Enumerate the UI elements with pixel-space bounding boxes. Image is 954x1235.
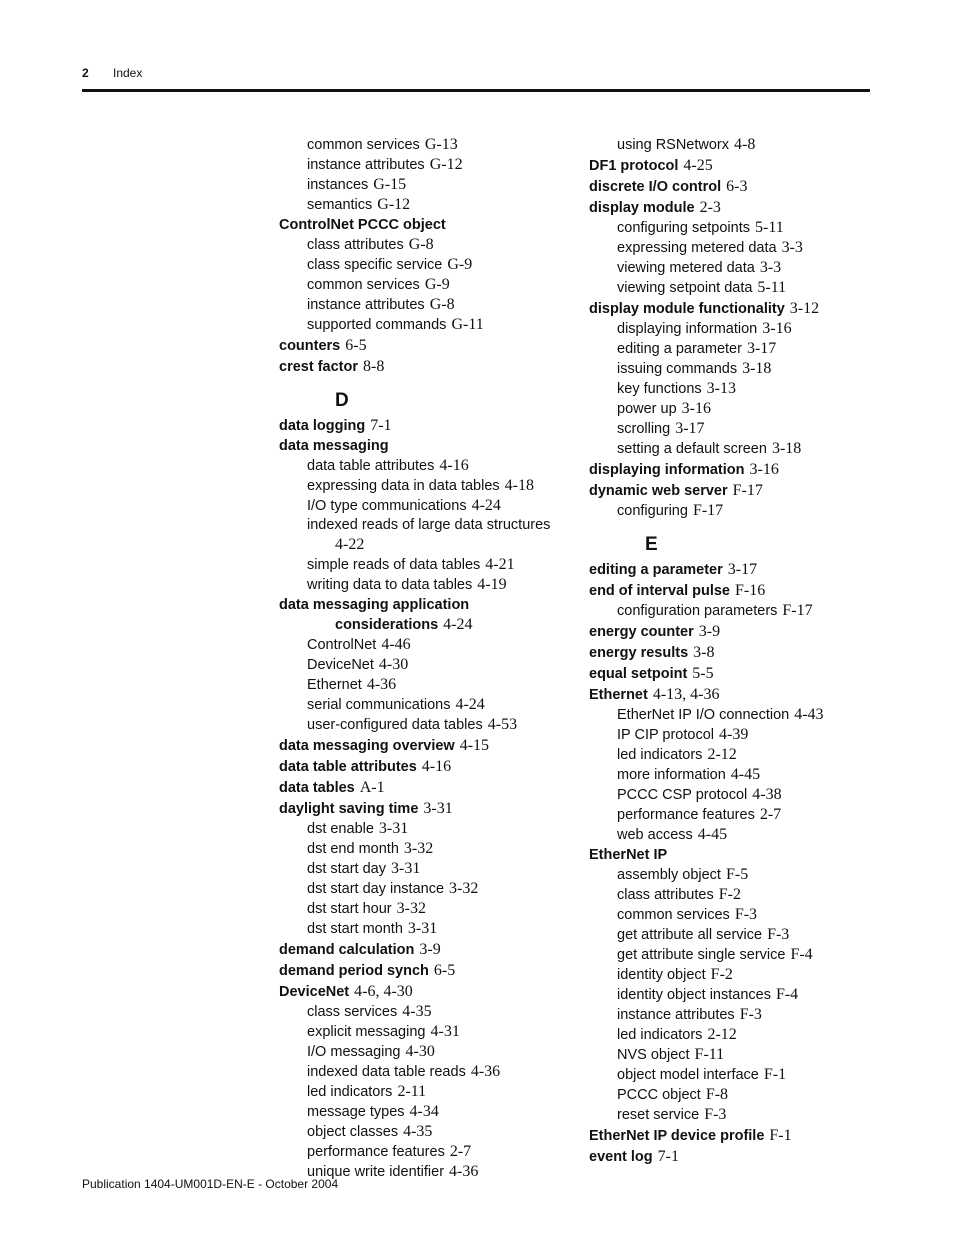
index-entry xyxy=(279,961,569,981)
page-reference: F-8 xyxy=(705,1086,729,1103)
page-reference: 7-1 xyxy=(370,417,392,434)
index-term: assembly object xyxy=(617,867,721,883)
index-subentry xyxy=(279,175,569,195)
page-reference: 4-6, 4-30 xyxy=(354,983,413,1000)
index-term: indexed data table reads xyxy=(307,1064,466,1080)
index-term: dynamic web server xyxy=(589,483,728,499)
index-subentry xyxy=(589,1025,879,1045)
index-term: class attributes xyxy=(617,887,714,903)
page-reference: 7-1 xyxy=(657,1148,679,1165)
index-subentry xyxy=(589,419,879,439)
page-reference: 4-19 xyxy=(477,576,507,593)
index-subentry xyxy=(589,258,879,278)
index-entry xyxy=(589,846,879,865)
page-reference: 3-31 xyxy=(378,820,409,837)
page-reference: 4-24 xyxy=(443,616,473,633)
index-subentry xyxy=(279,295,569,315)
page-reference: 4-46 xyxy=(381,636,411,653)
index-subentry xyxy=(279,1062,569,1082)
page-reference: G-12 xyxy=(377,196,411,213)
index-term: class specific service xyxy=(307,257,443,273)
index-entry xyxy=(589,1126,879,1146)
index-term: crest factor xyxy=(279,359,358,375)
page-reference: 3-16 xyxy=(681,400,711,417)
index-subentry xyxy=(589,905,879,925)
index-term: data tables xyxy=(279,780,355,796)
index-term: scrolling xyxy=(617,421,671,437)
index-term: PCCC CSP protocol xyxy=(617,787,748,803)
index-subentry xyxy=(589,825,879,845)
index-term: Ethernet xyxy=(589,687,648,703)
index-term: simple reads of data tables xyxy=(307,557,481,573)
page-reference: 3-32 xyxy=(396,900,426,917)
index-subentry xyxy=(589,745,879,765)
index-column-right xyxy=(589,135,879,1167)
index-entry xyxy=(589,643,879,663)
index-entry xyxy=(279,982,569,1002)
page-reference: 2-3 xyxy=(699,199,721,216)
index-term: writing data to data tables xyxy=(307,577,473,593)
index-subentry xyxy=(279,819,569,839)
index-term: discrete I/O control xyxy=(589,179,722,195)
index-term: get attribute all service xyxy=(617,927,763,943)
index-term: class services xyxy=(307,1004,398,1020)
page-reference: F-1 xyxy=(769,1127,792,1144)
index-subentry xyxy=(589,278,879,298)
index-term: EtherNet IP xyxy=(589,847,668,863)
page-reference: 4-35 xyxy=(402,1003,432,1020)
page-reference: 4-8 xyxy=(734,136,756,153)
index-subentry xyxy=(589,945,879,965)
index-subentry xyxy=(279,235,569,255)
index-subentry xyxy=(279,315,569,335)
page-reference: 4-39 xyxy=(719,726,749,743)
index-term: object classes xyxy=(307,1124,399,1140)
page-reference: 3-16 xyxy=(762,320,792,337)
index-term: IP CIP protocol xyxy=(617,727,714,743)
page-reference: 4-30 xyxy=(405,1043,435,1060)
page-reference: 4-36 xyxy=(366,676,397,693)
index-term: reset service xyxy=(617,1107,700,1123)
index-term: energy results xyxy=(589,645,689,661)
index-term: EtherNet IP I/O connection xyxy=(617,707,790,723)
index-entry xyxy=(589,685,879,705)
index-term: identity object instances xyxy=(617,987,771,1003)
index-term: dst enable xyxy=(307,821,374,837)
page-reference: F-3 xyxy=(767,926,790,943)
index-term: considerations xyxy=(335,617,439,633)
index-subentry xyxy=(589,319,879,339)
index-term: Ethernet xyxy=(307,677,362,693)
index-subentry xyxy=(279,155,569,175)
page-reference: 4-35 xyxy=(403,1123,433,1140)
page-reference: 4-24 xyxy=(471,497,501,514)
index-subentry xyxy=(589,705,879,725)
index-subentry xyxy=(589,725,879,745)
index-term: unique write identifier xyxy=(307,1164,445,1180)
index-subentry xyxy=(589,885,879,905)
index-term: using RSNetworx xyxy=(617,137,730,153)
index-term: NVS object xyxy=(617,1047,690,1063)
page-number: 2 xyxy=(82,66,89,80)
index-term: editing a parameter xyxy=(617,341,742,357)
index-subentry xyxy=(589,1045,879,1065)
page-reference: 3-17 xyxy=(727,561,758,578)
index-term: editing a parameter xyxy=(589,562,723,578)
index-term: setting a default screen xyxy=(617,441,767,457)
page-reference: 6-5 xyxy=(345,337,367,354)
index-subentry xyxy=(279,1142,569,1162)
page-reference: F-4 xyxy=(790,946,813,963)
index-subentry xyxy=(279,535,569,555)
page-reference: 3-16 xyxy=(749,461,779,478)
page-reference: G-11 xyxy=(451,316,484,333)
index-term: common services xyxy=(307,277,420,293)
index-entry xyxy=(279,596,569,615)
index-entry xyxy=(279,336,569,356)
index-term: daylight saving time xyxy=(279,801,419,817)
index-entry xyxy=(589,198,879,218)
index-term: performance features xyxy=(307,1144,445,1160)
index-entry xyxy=(589,460,879,480)
page-reference: 3-13 xyxy=(706,380,736,397)
page-reference: F-17 xyxy=(782,602,813,619)
page-reference: 4-53 xyxy=(487,716,518,733)
index-term: configuration parameters xyxy=(617,603,778,619)
page-reference: 3-31 xyxy=(407,920,438,937)
page-reference: 3-8 xyxy=(693,644,715,661)
index-term: viewing metered data xyxy=(617,260,755,276)
index-term: demand calculation xyxy=(279,942,415,958)
index-subentry xyxy=(279,555,569,575)
index-subentry xyxy=(279,1122,569,1142)
page-reference: 4-31 xyxy=(430,1023,460,1040)
page-header xyxy=(82,66,143,80)
index-term: instances xyxy=(307,177,369,193)
page-reference: F-2 xyxy=(718,886,741,903)
index-entry xyxy=(279,940,569,960)
page-reference: 3-18 xyxy=(771,440,802,457)
index-subentry xyxy=(589,1005,879,1025)
page-reference: 5-5 xyxy=(692,665,714,682)
index-term: ControlNet xyxy=(307,637,377,653)
page-reference: F-16 xyxy=(735,582,766,599)
index-subentry xyxy=(589,439,879,459)
index-entry xyxy=(279,736,569,756)
page-reference: 4-34 xyxy=(409,1103,439,1120)
index-term: indexed reads of large data structures xyxy=(307,517,551,533)
index-subentry xyxy=(279,695,569,715)
index-entry xyxy=(589,177,879,197)
page-reference: 3-31 xyxy=(390,860,421,877)
index-entry xyxy=(589,664,879,684)
index-entry xyxy=(589,622,879,642)
index-subentry xyxy=(589,238,879,258)
index-entry xyxy=(589,560,879,580)
index-term: serial communications xyxy=(307,697,451,713)
index-term: identity object xyxy=(617,967,706,983)
page-reference: 4-24 xyxy=(455,696,485,713)
index-subentry xyxy=(279,195,569,215)
page-reference: F-3 xyxy=(739,1006,762,1023)
index-term: user-configured data tables xyxy=(307,717,483,733)
page-reference: 4-25 xyxy=(683,157,713,174)
page-reference: 2-7 xyxy=(759,806,782,823)
page-reference: 4-16 xyxy=(421,758,452,775)
index-term: configuring xyxy=(617,503,688,519)
index-subentry xyxy=(589,339,879,359)
index-subentry xyxy=(279,575,569,595)
index-term: data messaging application xyxy=(279,597,470,613)
index-entry xyxy=(589,156,879,176)
index-term: I/O type communications xyxy=(307,498,467,514)
page-reference: F-17 xyxy=(692,502,724,519)
page-reference: 4-21 xyxy=(485,556,515,573)
index-subentry xyxy=(279,476,569,496)
index-term: DeviceNet xyxy=(279,984,350,1000)
index-term: instance attributes xyxy=(307,157,425,173)
index-column-left xyxy=(279,135,569,1182)
index-term: EtherNet IP device profile xyxy=(589,1128,765,1144)
index-term: common services xyxy=(617,907,730,923)
index-subentry xyxy=(589,379,879,399)
index-subentry xyxy=(589,359,879,379)
index-subentry xyxy=(589,925,879,945)
page-reference: 4-36 xyxy=(449,1163,479,1180)
index-term: dst end month xyxy=(307,841,399,857)
page-reference: 3-32 xyxy=(449,880,479,897)
index-term: common services xyxy=(307,137,420,153)
section-title: Index xyxy=(113,66,143,80)
index-subentry xyxy=(589,1065,879,1085)
index-subentry xyxy=(589,805,879,825)
page-reference: 4-22 xyxy=(335,536,365,553)
index-entry xyxy=(589,481,879,501)
index-term: counters xyxy=(279,338,341,354)
index-term: explicit messaging xyxy=(307,1024,426,1040)
index-term: event log xyxy=(589,1149,653,1165)
index-subentry xyxy=(279,879,569,899)
page-reference: 3-31 xyxy=(423,800,453,817)
page-reference: G-8 xyxy=(429,296,455,313)
index-term: dst start hour xyxy=(307,901,392,917)
index-term: viewing setpoint data xyxy=(617,280,753,296)
index-term: dst start day instance xyxy=(307,881,445,897)
index-term: display module xyxy=(589,200,695,216)
page-reference: 2-7 xyxy=(449,1143,472,1160)
page-reference: F-3 xyxy=(704,1106,727,1123)
page-reference: F-5 xyxy=(725,866,749,883)
page-reference: 6-5 xyxy=(433,962,456,979)
page-reference: 5-11 xyxy=(757,279,787,296)
page-reference: G-15 xyxy=(373,176,407,193)
page-reference: 4-36 xyxy=(470,1063,501,1080)
index-entry xyxy=(279,778,569,798)
index-term: displaying information xyxy=(617,321,758,337)
index-subentry xyxy=(279,255,569,275)
index-term: data table attributes xyxy=(307,458,435,474)
page-reference: G-9 xyxy=(424,276,450,293)
page-reference: F-4 xyxy=(775,986,799,1003)
page-reference: F-3 xyxy=(734,906,758,923)
index-term: DF1 protocol xyxy=(589,158,679,174)
index-term: data logging xyxy=(279,418,366,434)
index-subentry xyxy=(589,1105,879,1125)
page-reference: 3-3 xyxy=(759,259,782,276)
index-entry xyxy=(279,799,569,819)
index-subentry xyxy=(279,135,569,155)
index-term: expressing metered data xyxy=(617,240,777,256)
index-subentry xyxy=(589,1085,879,1105)
index-term: energy counter xyxy=(589,624,694,640)
index-subentry xyxy=(279,1022,569,1042)
index-term: PCCC object xyxy=(617,1087,701,1103)
index-subentry xyxy=(589,399,879,419)
page-reference: 3-32 xyxy=(403,840,434,857)
index-term: web access xyxy=(617,827,693,843)
page-reference: 4-15 xyxy=(459,737,490,754)
index-entry xyxy=(279,416,569,436)
page-reference: 2-12 xyxy=(707,746,737,763)
page-reference: 4-18 xyxy=(504,477,534,494)
page-reference: F-11 xyxy=(694,1046,725,1063)
index-subentry xyxy=(589,218,879,238)
index-entry xyxy=(279,357,569,377)
index-term: demand period synch xyxy=(279,963,429,979)
page-reference: 3-18 xyxy=(742,360,772,377)
page-reference: 3-17 xyxy=(746,340,777,357)
index-term: message types xyxy=(307,1104,405,1120)
page-reference: 4-45 xyxy=(697,826,728,843)
index-term: ControlNet PCCC object xyxy=(279,217,446,233)
index-subentry xyxy=(279,275,569,295)
index-subentry xyxy=(279,1102,569,1122)
index-term: expressing data in data tables xyxy=(307,478,500,494)
page-reference: 4-16 xyxy=(439,457,469,474)
index-subentry xyxy=(279,919,569,939)
page-reference: G-12 xyxy=(429,156,463,173)
index-term: I/O messaging xyxy=(307,1044,401,1060)
index-entry xyxy=(279,437,569,456)
index-term: configuring setpoints xyxy=(617,220,750,236)
index-subentry xyxy=(279,516,569,535)
page-reference: 6-3 xyxy=(726,178,748,195)
page-reference: 4-13, 4-36 xyxy=(652,686,720,703)
index-subentry xyxy=(279,496,569,516)
index-term: instance attributes xyxy=(307,297,425,313)
index-term: class attributes xyxy=(307,237,404,253)
index-subentry xyxy=(279,655,569,675)
index-letter-heading: D xyxy=(335,390,349,411)
index-term: end of interval pulse xyxy=(589,583,730,599)
index-subentry xyxy=(589,865,879,885)
index-subentry xyxy=(279,859,569,879)
page-reference: F-17 xyxy=(732,482,763,499)
index-entry xyxy=(589,581,879,601)
index-term: led indicators xyxy=(617,1027,703,1043)
index-term: display module functionality xyxy=(589,301,785,317)
index-term: get attribute single service xyxy=(617,947,786,963)
page-reference: 3-3 xyxy=(781,239,803,256)
page-reference: 2-11 xyxy=(397,1083,427,1100)
index-term: power up xyxy=(617,401,677,417)
index-subentry xyxy=(279,1082,569,1102)
index-subentry xyxy=(279,899,569,919)
index-term: led indicators xyxy=(307,1084,393,1100)
index-subentry xyxy=(589,501,879,521)
page-reference: 4-30 xyxy=(378,656,409,673)
page-reference: 4-43 xyxy=(794,706,824,723)
index-term: data messaging overview xyxy=(279,738,455,754)
index-term: semantics xyxy=(307,197,373,213)
page-reference: F-1 xyxy=(763,1066,787,1083)
page-reference: 4-45 xyxy=(730,766,761,783)
index-letter-heading: E xyxy=(645,534,658,555)
index-subentry xyxy=(589,965,879,985)
page-reference: F-2 xyxy=(710,966,733,983)
index-term: performance features xyxy=(617,807,755,823)
publication-footer: Publication 1404-UM001D-EN-E - October 2004 xyxy=(82,1177,339,1191)
index-term: data messaging xyxy=(279,438,389,454)
page-reference: 8-8 xyxy=(362,358,385,375)
index-entry xyxy=(589,1147,879,1167)
index-subentry xyxy=(279,675,569,695)
page-reference: A-1 xyxy=(359,779,385,796)
index-subentry xyxy=(589,135,879,155)
index-term: key functions xyxy=(617,381,702,397)
index-term: led indicators xyxy=(617,747,703,763)
index-subentry xyxy=(279,715,569,735)
page-reference: 3-9 xyxy=(419,941,441,958)
index-term: instance attributes xyxy=(617,1007,735,1023)
index-term: object model interface xyxy=(617,1067,759,1083)
index-subentry xyxy=(279,1002,569,1022)
page-reference: 3-9 xyxy=(698,623,721,640)
index-term: data table attributes xyxy=(279,759,417,775)
index-subentry xyxy=(279,839,569,859)
page-reference: 2-12 xyxy=(707,1026,737,1043)
page-reference: G-13 xyxy=(424,136,458,153)
header-rule xyxy=(82,89,870,92)
index-term: dst start day xyxy=(307,861,386,877)
index-entry xyxy=(589,299,879,319)
page-reference: 5-11 xyxy=(755,219,784,236)
index-subentry xyxy=(279,1042,569,1062)
index-entry xyxy=(279,615,569,635)
index-term: equal setpoint xyxy=(589,666,688,682)
page-reference: G-9 xyxy=(447,256,473,273)
index-subentry xyxy=(589,985,879,1005)
index-term: DeviceNet xyxy=(307,657,374,673)
index-subentry xyxy=(279,456,569,476)
index-term: more information xyxy=(617,767,726,783)
index-subentry xyxy=(279,635,569,655)
page-reference: 4-38 xyxy=(752,786,782,803)
page-reference: 3-17 xyxy=(675,420,705,437)
index-subentry xyxy=(589,765,879,785)
index-term: dst start month xyxy=(307,921,403,937)
index-subentry xyxy=(589,601,879,621)
index-subentry xyxy=(589,785,879,805)
index-term: displaying information xyxy=(589,462,745,478)
index-term: issuing commands xyxy=(617,361,738,377)
index-term: supported commands xyxy=(307,317,447,333)
page-reference: 3-12 xyxy=(789,300,820,317)
page-reference: G-8 xyxy=(408,236,434,253)
index-entry xyxy=(279,757,569,777)
index-entry xyxy=(279,216,569,235)
